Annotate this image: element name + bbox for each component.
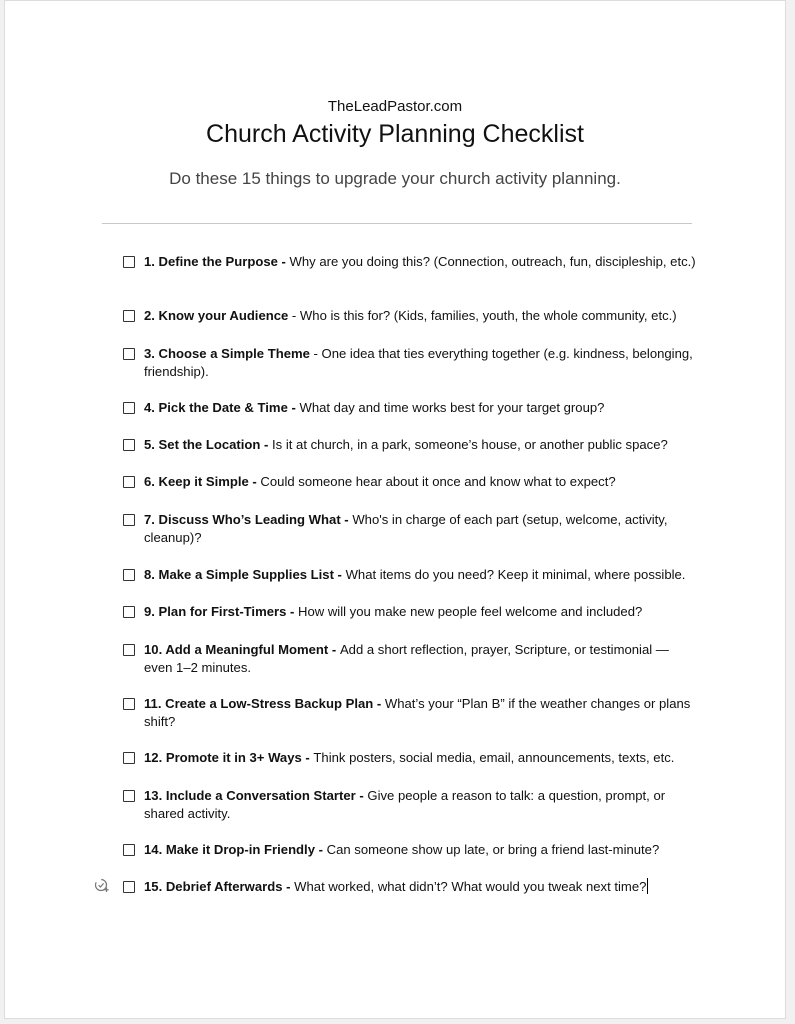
document-header xyxy=(5,97,785,150)
checkbox[interactable] xyxy=(123,752,135,764)
checklist-item-heading: 5. Set the Location - xyxy=(144,437,273,452)
checklist-item-heading: 13. Include a Conversation Starter - xyxy=(144,788,368,803)
document-subtitle: Do these 15 things to upgrade your church activity planning. xyxy=(169,169,621,188)
checklist-item-description: Add a short reflection, prayer, Scripture, or testimonial — even 1–2 minutes. xyxy=(144,642,669,675)
checklist-item-description: Give people a reason to talk: a question, prompt, or shared activity. xyxy=(144,788,666,821)
checkbox[interactable] xyxy=(123,569,135,581)
checkbox[interactable] xyxy=(123,439,135,451)
checkbox[interactable] xyxy=(123,310,135,322)
checklist-item-heading: 11. Create a Low-Stress Backup Plan - xyxy=(144,696,385,711)
checklist-item-description: How will you make new people feel welcome and included? xyxy=(298,604,643,619)
checklist-item-heading: 15. Debrief Afterwards - xyxy=(144,879,295,894)
checkbox[interactable] xyxy=(123,844,135,856)
checklist-item-description: Think posters, social media, email, announcements, texts, etc. xyxy=(313,750,675,765)
checklist-item-text[interactable] xyxy=(144,436,696,454)
checklist-item-text[interactable] xyxy=(144,603,696,621)
checklist-item-heading: 2. Know your Audience xyxy=(144,308,289,323)
checkbox[interactable] xyxy=(123,476,135,488)
checklist-item-description: What items do you need? Keep it minimal, where possible. xyxy=(345,567,686,582)
checklist-item-text[interactable] xyxy=(144,511,696,546)
checklist-item-description: Could someone hear about it once and know what to expect? xyxy=(260,474,616,489)
checklist-item-description: What worked, what didn’t? What would you tweak next time? xyxy=(294,879,647,894)
checklist-item-description: What day and time works best for your target group? xyxy=(299,400,605,415)
checklist-item-text[interactable] xyxy=(144,695,696,730)
checklist-item-heading: 3. Choose a Simple Theme xyxy=(144,346,310,361)
checkbox[interactable] xyxy=(123,698,135,710)
checklist-item-description: Why are you doing this? (Connection, outreach, fun, discipleship, etc.) xyxy=(289,254,696,269)
checkbox[interactable] xyxy=(123,606,135,618)
checklist-item-text[interactable] xyxy=(144,399,696,417)
checkbox[interactable] xyxy=(123,790,135,802)
checkbox[interactable] xyxy=(123,256,135,268)
checklist-item-text[interactable] xyxy=(144,566,696,584)
checkbox[interactable] xyxy=(123,348,135,360)
horizontal-divider xyxy=(102,223,692,224)
site-name: TheLeadPastor.com xyxy=(327,98,463,115)
checklist-item-text[interactable] xyxy=(144,641,696,676)
checkbox[interactable] xyxy=(123,514,135,526)
checklist-item-text[interactable] xyxy=(144,253,696,271)
checklist-item-text[interactable] xyxy=(144,307,696,325)
checklist-item-heading: 9. Plan for First-Timers - xyxy=(144,604,299,619)
checkbox[interactable] xyxy=(123,881,135,893)
checklist-item-heading: 6. Keep it Simple - xyxy=(144,474,261,489)
checklist-item-text[interactable] xyxy=(144,749,696,767)
checklist-item-text[interactable] xyxy=(144,878,696,896)
checklist-item-description: - Who is this for? (Kids, families, youth, the whole community, etc.) xyxy=(288,308,677,323)
checklist-item-description: Is it at church, in a park, someone’s house, or another public space? xyxy=(272,437,668,452)
checkbox[interactable] xyxy=(123,402,135,414)
checklist-item-heading: 7. Discuss Who’s Leading What - xyxy=(144,512,353,527)
checklist-item-heading: 4. Pick the Date & Time - xyxy=(144,400,300,415)
checkbox[interactable] xyxy=(123,644,135,656)
checklist-item-heading: 8. Make a Simple Supplies List - xyxy=(144,567,346,582)
checklist-item-text[interactable] xyxy=(144,841,696,859)
document-page xyxy=(4,0,786,1019)
text-cursor xyxy=(647,878,648,894)
checklist-item-text[interactable] xyxy=(144,787,696,822)
checklist-item-heading: 14. Make it Drop-in Friendly - xyxy=(144,842,327,857)
checklist-item-heading: 1. Define the Purpose - xyxy=(144,254,290,269)
checklist-item-text[interactable] xyxy=(144,473,696,491)
checklist-item-description: Who's in charge of each part (setup, welcome, activity, cleanup)? xyxy=(144,512,668,545)
checklist-item-text[interactable] xyxy=(144,345,696,380)
checklist-item-description: What’s your “Plan B” if the weather changes or plans shift? xyxy=(144,696,691,729)
add-task-icon[interactable] xyxy=(94,877,110,893)
checklist-item-description: - One idea that ties everything together (e.g. kindness, belonging, friendship). xyxy=(144,346,693,379)
checklist-item-description: Can someone show up late, or bring a friend last-minute? xyxy=(326,842,660,857)
checklist-item-heading: 12. Promote it in 3+ Ways - xyxy=(144,750,314,765)
checklist-item-heading: 10. Add a Meaningful Moment - xyxy=(144,642,340,657)
document-title: Church Activity Planning Checklist xyxy=(206,120,584,148)
